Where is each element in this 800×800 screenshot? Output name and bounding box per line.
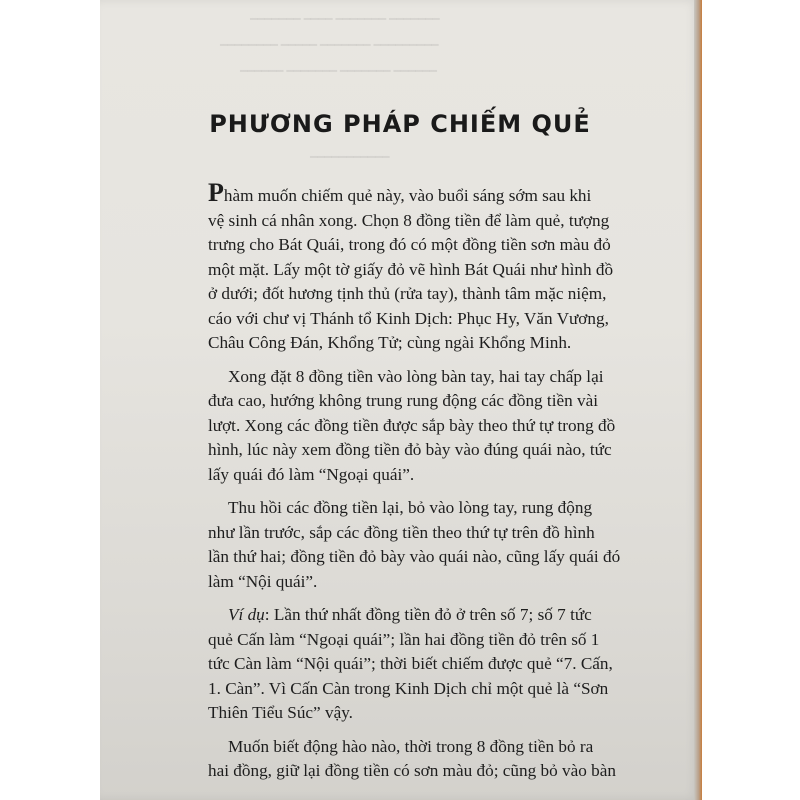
text-line: trưng cho Bát Quái, trong đó có một đồng tiền sơn màu đỏ [208, 235, 611, 254]
page-edge [694, 0, 702, 800]
text-line: Thiên Tiểu Súc” vậy. [208, 703, 353, 722]
text-line: cáo với chư vị Thánh tổ Kinh Dịch: Phục Hy, Văn Vương, [208, 308, 609, 328]
text-line: đưa cao, hướng không trung rung động các đồng tiền vài [208, 391, 599, 410]
example-label: Ví dụ [228, 605, 265, 624]
text-line: lần thứ hai; đồng tiền đỏ bày vào quái nào, cũng lấy quái đó [208, 547, 621, 566]
text-line: hai đồng, giữ lại đồng tiền có sơn màu đỏ; cũng bỏ vào bàn [208, 761, 616, 780]
text-line: quẻ Cấn làm “Ngoại quái”; lần hai đồng tiền đỏ trên số 1 [208, 629, 600, 649]
show-through-text: ━━━━━━━ ━━━━ ━━━━━━━ ━━━━━━━ ━━━━━━━━ ━━━━━ ━━━━━━━ ━━━━━━━━━ ━━━━━━ ━━━━━━━ ━━━━━━━ ━━━━━━ ━━━━━━━━━━━ [220, 12, 440, 164]
text-line: Xong đặt 8 đồng tiền vào lòng bàn tay, hai tay chấp lại [228, 366, 604, 386]
text-line: Ví dụ: Lần thứ nhất đồng tiền đỏ ở trên số 7; số 7 tức [228, 605, 592, 624]
text-line: Phàm muốn chiếm quẻ này, vào buổi sáng sớm sau khi [208, 178, 592, 207]
paragraph-2 [208, 365, 684, 488]
body-text [208, 178, 684, 793]
text-line: làm “Nội quái”. [208, 571, 318, 591]
text-line: một mặt. Lấy một tờ giấy đỏ vẽ hình Bát Quái như hình đồ [208, 259, 614, 279]
text-line: vệ sinh cá nhân xong. Chọn 8 đồng tiền để làm quẻ, tượng [208, 210, 610, 230]
book-page [100, 0, 700, 800]
paragraph-1 [208, 178, 684, 356]
paragraph-example [208, 603, 684, 726]
text-line: lấy quái đó làm “Ngoại quái”. [208, 464, 415, 484]
text-line: Muốn biết động hào nào, thời trong 8 đồng tiền bỏ ra [228, 736, 594, 756]
text-line: lượt. Xong các đồng tiền được sắp bày theo thứ tự trong đồ [208, 415, 616, 435]
paragraph-3 [208, 496, 684, 594]
text-line: Châu Công Đán, Khổng Tử; cùng ngài Khổng Minh. [208, 333, 572, 352]
page-title: PHƯƠNG PHÁP CHIẾM QUẺ [209, 110, 591, 138]
text-line: 1. Càn”. Vì Cấn Càn trong Kinh Dịch chỉ một quẻ là “Sơn [208, 678, 609, 698]
drop-cap: P [208, 178, 224, 207]
text-line: ở dưới; đốt hương tịnh thủ (rửa tay), thành tâm mặc niệm, [208, 284, 607, 303]
text-line: tức Càn làm “Nội quái”; thời biết chiếm được quẻ “7. Cấn, [208, 654, 613, 673]
text-line: hình, lúc này xem đồng tiền đỏ bày vào đúng quái nào, tức [208, 440, 612, 459]
text-line: như lần trước, sắp các đồng tiền theo thứ tự trên đồ hình [208, 522, 595, 542]
text-line: Thu hồi các đồng tiền lại, bỏ vào lòng tay, rung động [228, 498, 593, 517]
paragraph-5 [208, 735, 684, 784]
